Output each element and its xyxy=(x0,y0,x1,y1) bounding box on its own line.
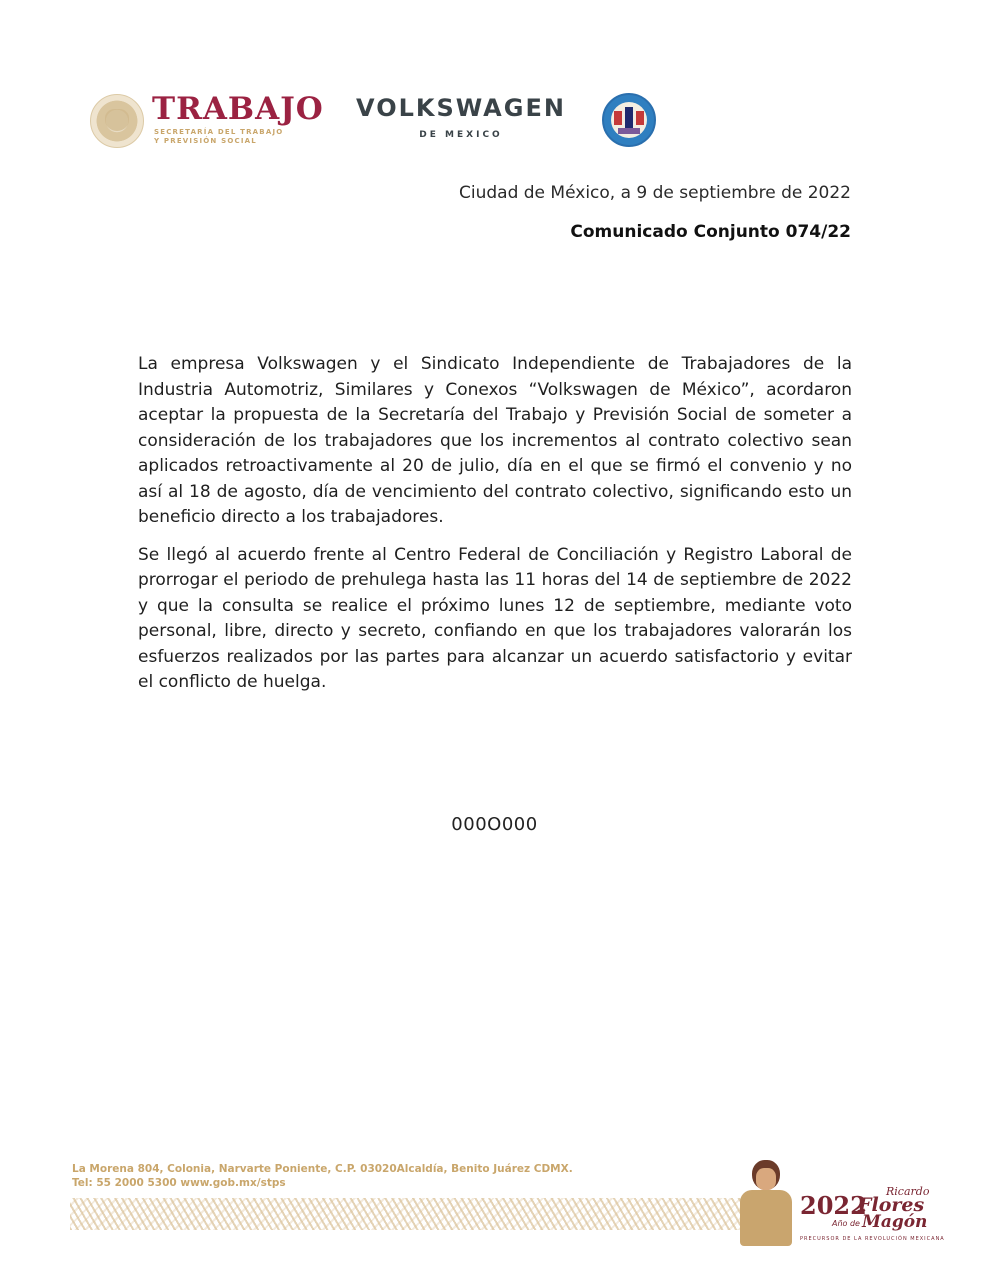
portrait-face xyxy=(756,1168,776,1190)
anniversary-tagline: PRECURSOR DE LA REVOLUCIÓN MEXICANA xyxy=(800,1236,945,1242)
place-date: Ciudad de México, a 9 de septiembre de 2022 xyxy=(459,183,851,203)
stps-subtitle-line1: SECRETARÍA DEL TRABAJO xyxy=(154,128,284,136)
union-seal-left-wing xyxy=(614,111,622,125)
anniversary-last-name-2: Magón xyxy=(862,1212,928,1232)
paragraph: La empresa Volkswagen y el Sindicato Independiente de Trabajadores de la Industria Automotriz, Similares y Conexos “Volkswagen de México”, acordaron aceptar la propuesta de la Secretaría del Trabajo y Previsión Social de someter a consideración de los trabajadores que los incrementos al contrato colectivo sean aplicados retroactivamente al 20 de julio, día en el que se firmó el convenio y no así al 18 de agosto, día de vencimiento del contrato colectivo, significando esto un beneficio directo a los trabajadores. xyxy=(138,354,852,527)
vw-logo-title: VOLKSWAGEN xyxy=(356,94,566,122)
footer-address-line1: La Morena 804, Colonia, Narvarte Poniente, C.P. 03020Alcaldía, Benito Juárez CDMX. xyxy=(72,1163,573,1175)
portrait-body xyxy=(740,1190,792,1246)
bulletin-title: Comunicado Conjunto 074/22 xyxy=(570,222,851,242)
stps-logo xyxy=(90,91,324,150)
anniversary-year: 2022 xyxy=(800,1191,867,1220)
vw-logo-subtitle: DE MEXICO xyxy=(419,130,503,140)
stps-subtitle-line2: Y PREVISIÓN SOCIAL xyxy=(154,137,257,145)
volkswagen-logo xyxy=(356,94,566,148)
footer-address-line2: Tel: 55 2000 5300 www.gob.mx/stps xyxy=(72,1177,286,1189)
anniversary-last-name-1: Flores xyxy=(858,1194,925,1216)
closing-mark: 000O000 xyxy=(451,814,538,835)
union-seal-right-wing xyxy=(636,111,644,125)
union-seal-tower xyxy=(625,107,633,129)
ricardo-flores-magon-portrait xyxy=(738,1160,792,1246)
paragraph: Se llegó al acuerdo frente al Centro Federal de Conciliación y Registro Laboral de prorrogar el periodo de prehulega hasta las 11 horas del 14 de septiembre de 2022 y que la consulta se realice el próximo lunes 12 de septiembre, mediante voto personal, libre, directo y secreto, confiando en que los trabajadores valorarán los esfuerzos realizados por las partes para alcanzar un acuerdo satisfactorio y evitar el conflicto de huelga. xyxy=(138,544,852,692)
union-seal-icon xyxy=(602,93,656,147)
stps-logo-subtitle xyxy=(154,128,283,146)
document-body xyxy=(138,352,852,708)
anniversary-first-name: Ricardo xyxy=(886,1185,930,1198)
footer-address xyxy=(72,1162,573,1190)
anniversary-ano-de: Año de xyxy=(832,1219,860,1228)
union-seal-book xyxy=(618,128,640,134)
union-seal-emblem xyxy=(611,102,647,138)
stps-logo-title: TRABAJO xyxy=(152,91,324,127)
mexico-coat-of-arms-icon xyxy=(90,94,144,148)
decorative-pattern-band xyxy=(70,1198,750,1230)
